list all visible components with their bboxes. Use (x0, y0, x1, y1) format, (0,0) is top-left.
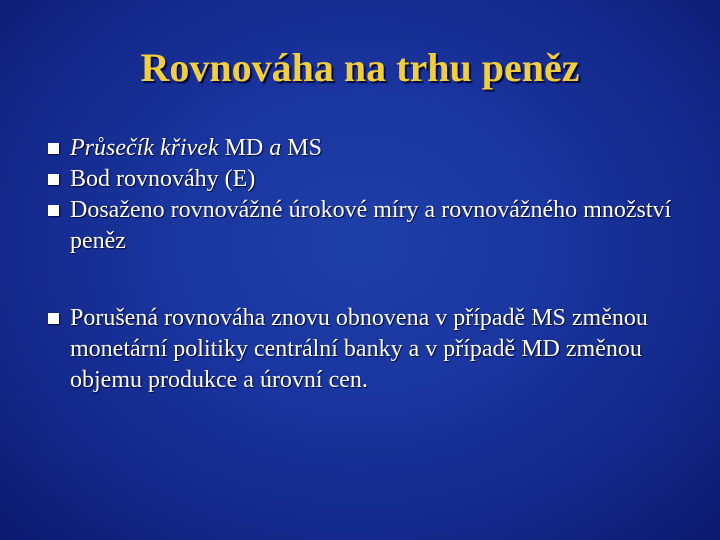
bullet-text-part: změnou objemu produkce a úrovní cen. (70, 336, 642, 393)
square-bullet-icon (48, 205, 59, 216)
bullet-list (48, 133, 698, 396)
bullet-text-part: Průsečík křivek (70, 135, 225, 161)
bullet-item-2 (48, 164, 698, 195)
bullet-text-part: změnou monetární politiky centrální banky a v případě (70, 305, 648, 362)
square-bullet-icon (48, 313, 59, 324)
bullet-text-part: MS (531, 305, 566, 331)
bullet-text-part: Dosaženo rovnovážné úrokové míry a rovnovážného množství peněz (70, 197, 672, 254)
bullet-text-part: Bod rovnováhy (E) (70, 166, 256, 192)
square-bullet-icon (48, 143, 59, 154)
bullet-text-part: MD (224, 135, 264, 161)
bullet-item-1 (48, 133, 698, 164)
bullet-item-4 (48, 303, 698, 396)
bullet-text-part: MD (521, 336, 560, 362)
slide-title: Rovnováha na trhu peněz (140, 45, 580, 90)
bullet-text-part: Porušená rovnováha znovu obnovena v případě (70, 305, 532, 331)
bullet-text-part: MS (287, 135, 322, 161)
bullet-item-3 (48, 195, 698, 257)
square-bullet-icon (48, 174, 59, 185)
bullet-text-part: a (263, 135, 288, 161)
